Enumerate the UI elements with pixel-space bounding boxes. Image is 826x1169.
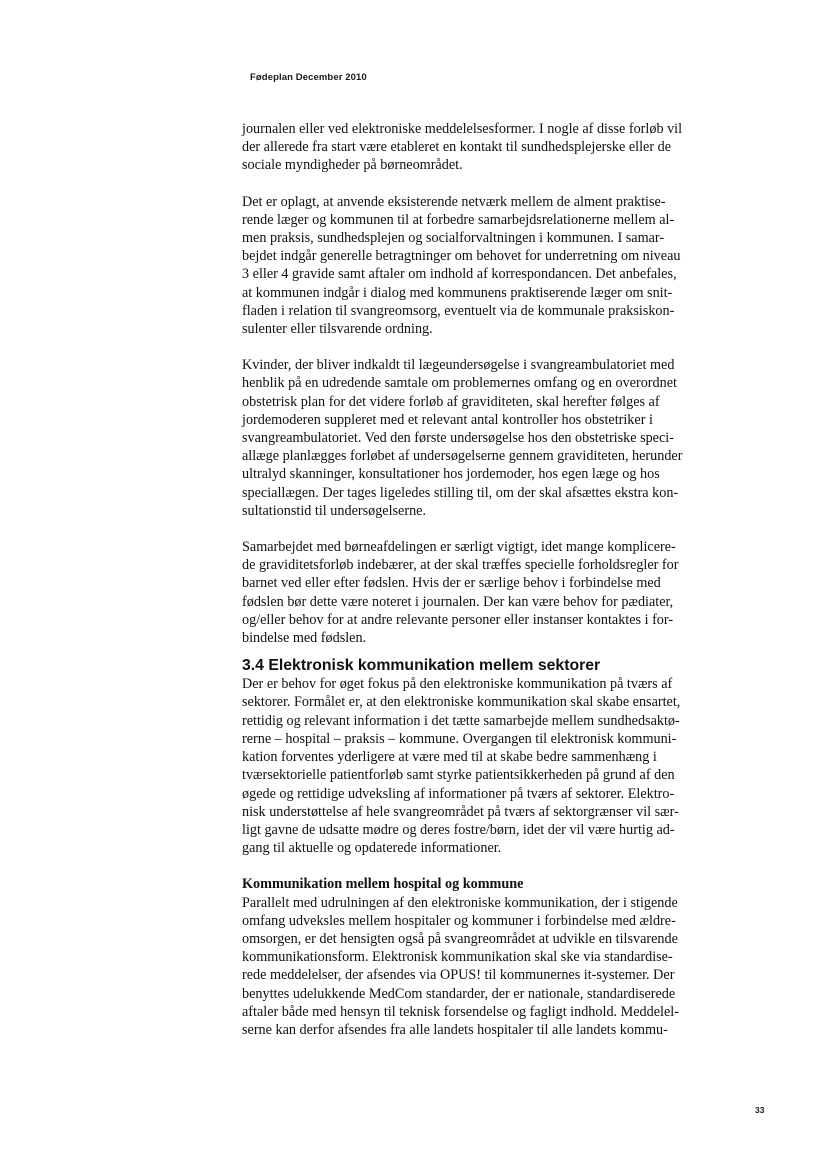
text-line: bejdet indgår generelle betragtninger om behovet for underretning om niveau [242, 248, 681, 265]
text-line: Parallelt med udrulningen af den elektroniske kommunikation, der i stigende [242, 894, 678, 911]
text-line: rettidig og relevant information i det tætte samarbejde mellem sundhedsaktø- [242, 712, 680, 729]
text-line: Der er behov for øget fokus på den elektroniske kommunikation på tværs af [242, 676, 673, 693]
paragraph-journal-continuation [242, 120, 698, 175]
text-line: serne kan derfor afsendes fra alle landets hospitaler til alle landets kommu- [242, 1021, 668, 1038]
paragraph-hospital-kommune [242, 894, 698, 1040]
page-number: 33 [755, 1105, 765, 1115]
text-line: sektorer. Formålet er, at den elektroniske kommunikation skal skabe ensartet, [242, 694, 681, 711]
text-line: 3 eller 4 gravide samt aftaler om indhold af korrespondancen. Det anbefales, [242, 266, 677, 283]
text-line: omfang udveksles mellem hospitaler og kommuner i forbindelse med ældre- [242, 912, 676, 929]
text-line: omsorgen, er det hensigten også på svangreområdet at udvikle en tilsvarende [242, 930, 678, 947]
text-line: svangreambulatoriet. Ved den første undersøgelse hos den obstetriske speci- [242, 430, 674, 447]
text-line: men praksis, sundhedsplejen og socialforvaltningen i kommunen. I samar- [242, 230, 665, 247]
paragraph-svangreambulatoriet [242, 356, 698, 520]
text-line: gang til aktuelle og opdaterede informationer. [242, 840, 502, 857]
text-line: barnet ved eller efter fødslen. Hvis der er særlige behov i forbindelse med [242, 575, 661, 592]
text-line: speciallægen. Der tages ligeledes stilling til, om der skal afsættes ekstra kon- [242, 484, 679, 501]
text-line: sultationstid til undersøgelserne. [242, 502, 427, 519]
text-line: Det er oplagt, at anvende eksisterende netværk mellem de alment praktise- [242, 193, 666, 210]
text-line: øgede og rettidige udveksling af informationer på tværs af sektorer. Elektro- [242, 785, 675, 802]
subsection-heading: Kommunikation mellem hospital og kommune [242, 876, 524, 893]
text-line: sociale myndigheder på børneområdet. [242, 157, 463, 174]
text-line: ultralyd skanninger, konsultationer hos jordemoder, hos egen læge og hos [242, 466, 660, 483]
text-line: Samarbejdet med børneafdelingen er særligt vigtigt, idet mange komplicere- [242, 539, 676, 556]
text-line: og/eller behov for at andre relevante personer eller instanser kontaktes i for- [242, 611, 674, 628]
paragraph-section-intro [242, 675, 698, 857]
text-line: kommunikationsform. Elektronisk kommunikation skal ske via standardise- [242, 949, 673, 966]
text-line: bindelse med fødslen. [242, 630, 367, 647]
text-line: jordemoderen suppleret med et relevant antal kontroller hos obstetriker i [242, 411, 653, 428]
text-line: henblik på en udredende samtale om problemernes omfang og en overordnet [242, 375, 677, 392]
text-line: nisk understøttelse af hele svangreområdet på tværs af sektorgrænser vil sær- [242, 803, 679, 820]
text-line: sulenter eller tilsvarende ordning. [242, 321, 433, 338]
section-heading: 3.4 Elektronisk kommunikation mellem sektorer [242, 657, 601, 675]
text-line: rerne – hospital – praksis – kommune. Overgangen til elektronisk kommuni- [242, 730, 677, 747]
text-line: kation forventes yderligere at være med til at skabe bedre sammenhæng i [242, 749, 657, 766]
text-line: der allerede fra start være etableret en kontakt til sundhedsplejerske eller de [242, 139, 671, 156]
text-line: tværsektorielle patientforløb samt styrke patientsikkerheden på grund af den [242, 767, 675, 784]
text-line: aftaler både med hensyn til teknisk forsendelse og fagligt indhold. Meddelel- [242, 1003, 679, 1020]
text-line: ligt gavne de udsatte mødre og deres fostre/børn, idet der vil være hurtig ad- [242, 821, 675, 838]
text-line: benyttes udelukkende MedCom standarder, der er nationale, standardiserede [242, 985, 676, 1002]
text-line: Kvinder, der bliver indkaldt til lægeundersøgelse i svangreambulatoriet med [242, 357, 675, 374]
text-line: journalen eller ved elektroniske meddelelsesformer. I nogle af disse forløb vil [242, 121, 683, 137]
paragraph-netvaerk [242, 193, 698, 339]
text-line: allæge planlægges forløbet af undersøgelserne gennem graviditeten, herunder [242, 448, 683, 465]
text-line: rende læger og kommunen til at forbedre samarbejdsrelationerne mellem al- [242, 211, 675, 228]
paragraph-boerneafdelingen [242, 538, 698, 647]
text-line: de graviditetsforløb indebærer, at der skal træffes specielle forholdsregler for [242, 557, 679, 574]
text-line: fladen i relation til svangreomsorg, eventuelt via de kommunale praksiskon- [242, 302, 675, 319]
text-line: rede meddelelser, der afsendes via OPUS! til kommunernes it-systemer. Der [242, 967, 675, 984]
text-line: at kommunen indgår i dialog med kommunens praktiserende læger om snit- [242, 284, 673, 301]
text-line: fødslen bør dette være noteret i journalen. Der kan være behov for pædiater, [242, 593, 674, 610]
page-body [242, 120, 698, 1039]
text-line: obstetrisk plan for det videre forløb af graviditeten, skal herefter følges af [242, 393, 660, 410]
running-header: Fødeplan December 2010 [250, 72, 367, 83]
